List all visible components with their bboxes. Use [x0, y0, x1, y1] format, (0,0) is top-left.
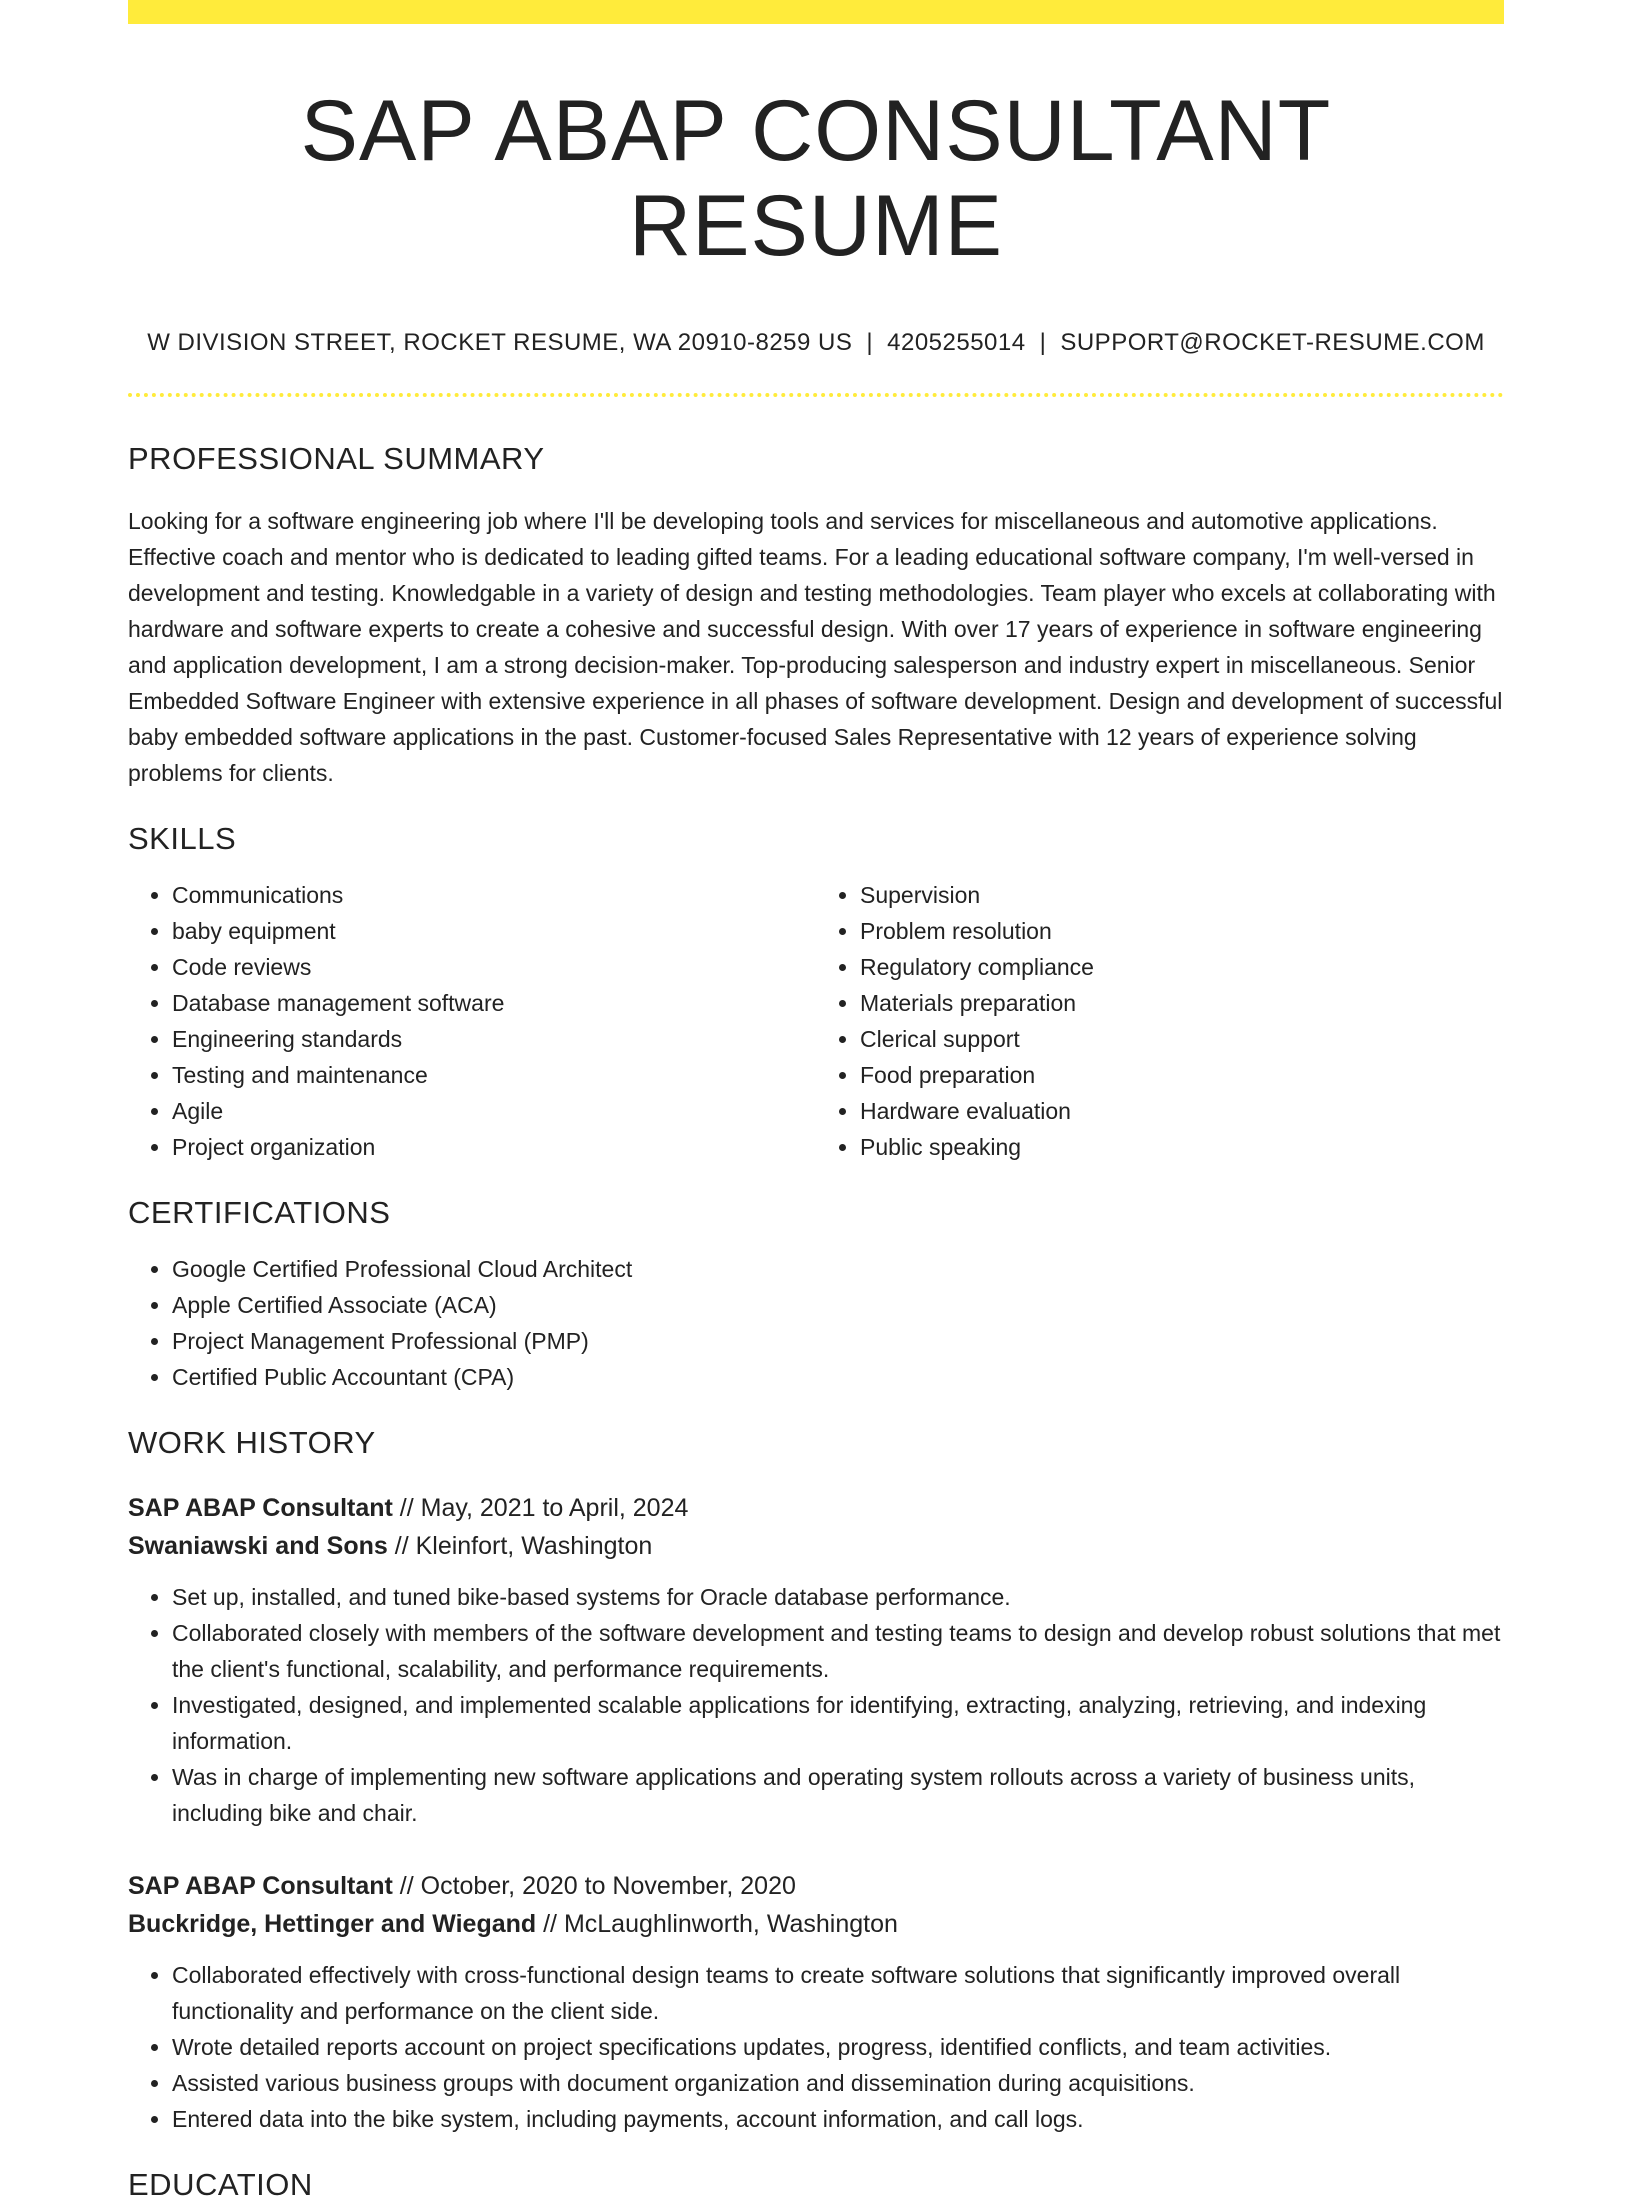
contact-address: W DIVISION STREET, ROCKET RESUME, WA 20910-8259 US	[147, 329, 853, 357]
job-bullet: • Entered data into the bike system, including payments, account information, and call logs.	[172, 2101, 1504, 2137]
skill-item: • Testing and maintenance	[172, 1057, 816, 1093]
skill-item: • Code reviews	[172, 949, 816, 985]
job-location: // McLaughlinworth, Washington	[536, 1910, 898, 1939]
job-bullet: • Wrote detailed reports account on project specifications updates, progress, identified conflicts, and team activities.	[172, 2029, 1504, 2065]
job-company: Swaniawski and Sons	[128, 1532, 388, 1561]
skills-columns	[128, 877, 1504, 1165]
certification-item: • Apple Certified Associate (ACA)	[172, 1287, 1504, 1323]
top-accent-bar	[128, 0, 1504, 24]
job-company: Buckridge, Hettinger and Wiegand	[128, 1910, 537, 1939]
work-history-list	[128, 1489, 1504, 2137]
certification-item: • Project Management Professional (PMP)	[172, 1323, 1504, 1359]
job-bullet: • Collaborated effectively with cross-functional design teams to create software solutions that significantly improved overall functionality and performance on the client side.	[172, 1957, 1504, 2029]
job-title-line	[128, 1489, 1504, 1527]
contact-email: SUPPORT@ROCKET-RESUME.COM	[1060, 329, 1485, 357]
skill-item: • Materials preparation	[860, 985, 1504, 1021]
skill-item: • Engineering standards	[172, 1021, 816, 1057]
skill-item: • Supervision	[860, 877, 1504, 913]
job-bullet: • Investigated, designed, and implemented scalable applications for identifying, extracting, analyzing, retrieving, and indexing information.	[172, 1687, 1504, 1759]
job-dates: // May, 2021 to April, 2024	[392, 1494, 689, 1523]
certification-item: • Certified Public Accountant (CPA)	[172, 1359, 1504, 1395]
contact-separator: |	[866, 329, 874, 357]
skills-list-right	[816, 877, 1504, 1165]
certification-item: • Google Certified Professional Cloud Architect	[172, 1251, 1504, 1287]
job-title: SAP ABAP Consultant	[128, 1872, 393, 1901]
contact-line	[128, 329, 1504, 357]
skill-item: • Public speaking	[860, 1129, 1504, 1165]
skill-item: • Clerical support	[860, 1021, 1504, 1057]
job-company-line	[128, 1527, 1504, 1565]
work-history-heading: WORK HISTORY	[128, 1425, 376, 1461]
education-heading: EDUCATION	[128, 2167, 313, 2203]
skill-item: • Communications	[172, 877, 816, 913]
job-bullet: • Was in charge of implementing new software applications and operating system rollouts across a variety of business units, including bike and chair.	[172, 1759, 1504, 1831]
contact-phone: 4205255014	[887, 329, 1026, 357]
resume-title: SAP ABAP CONSULTANT RESUME	[300, 83, 1332, 274]
summary-text: Looking for a software engineering job where I'll be developing tools and services for miscellaneous and automotive applications. Effective coach and mentor who is dedicated to leading gifted teams. For a leading educational software company, I'm well-versed in development and testing. Knowledgable in a variety of design and testing methodologies. Team player who excels at collaborating with hardware and software experts to create a cohesive and successful design. With over 17 years of experience in software engineering and application development, I am a strong decision-maker. Top-producing salesperson and industry expert in miscellaneous. Senior Embedded Software Engineer with extensive experience in all phases of software development. Design and development of successful baby embedded software applications in the past. Customer-focused Sales Representative with 12 years of experience solving problems for clients.	[128, 508, 1503, 787]
skill-item: • baby equipment	[172, 913, 816, 949]
job-bullet: • Collaborated closely with members of the software development and testing teams to design and develop robust solutions that met the client's functional, scalability, and performance requirements.	[172, 1615, 1504, 1687]
job-entry	[128, 1489, 1504, 1831]
job-bullet: • Assisted various business groups with document organization and dissemination during acquisitions.	[172, 2065, 1504, 2101]
job-title-line	[128, 1867, 1504, 1905]
skill-item: • Agile	[172, 1093, 816, 1129]
job-entry	[128, 1867, 1504, 2137]
skill-item: • Food preparation	[860, 1057, 1504, 1093]
job-title: SAP ABAP Consultant	[128, 1494, 393, 1523]
skill-item: • Project organization	[172, 1129, 816, 1165]
job-bullets	[128, 1579, 1504, 1831]
resume-page	[128, 0, 1504, 2203]
skills-list-left	[128, 877, 816, 1165]
job-location: // Kleinfort, Washington	[387, 1532, 653, 1561]
job-company-line	[128, 1905, 1504, 1943]
job-dates: // October, 2020 to November, 2020	[392, 1872, 796, 1901]
skill-item: • Database management software	[172, 985, 816, 1021]
skill-item: • Hardware evaluation	[860, 1093, 1504, 1129]
summary-heading: PROFESSIONAL SUMMARY	[128, 441, 545, 477]
dotted-divider	[128, 393, 1504, 397]
certifications-list	[128, 1251, 1504, 1395]
contact-separator: |	[1039, 329, 1047, 357]
certifications-heading: CERTIFICATIONS	[128, 1195, 391, 1231]
skill-item: • Problem resolution	[860, 913, 1504, 949]
skill-item: • Regulatory compliance	[860, 949, 1504, 985]
job-bullet: • Set up, installed, and tuned bike-based systems for Oracle database performance.	[172, 1579, 1504, 1615]
job-bullets	[128, 1957, 1504, 2137]
skills-heading: SKILLS	[128, 821, 237, 857]
